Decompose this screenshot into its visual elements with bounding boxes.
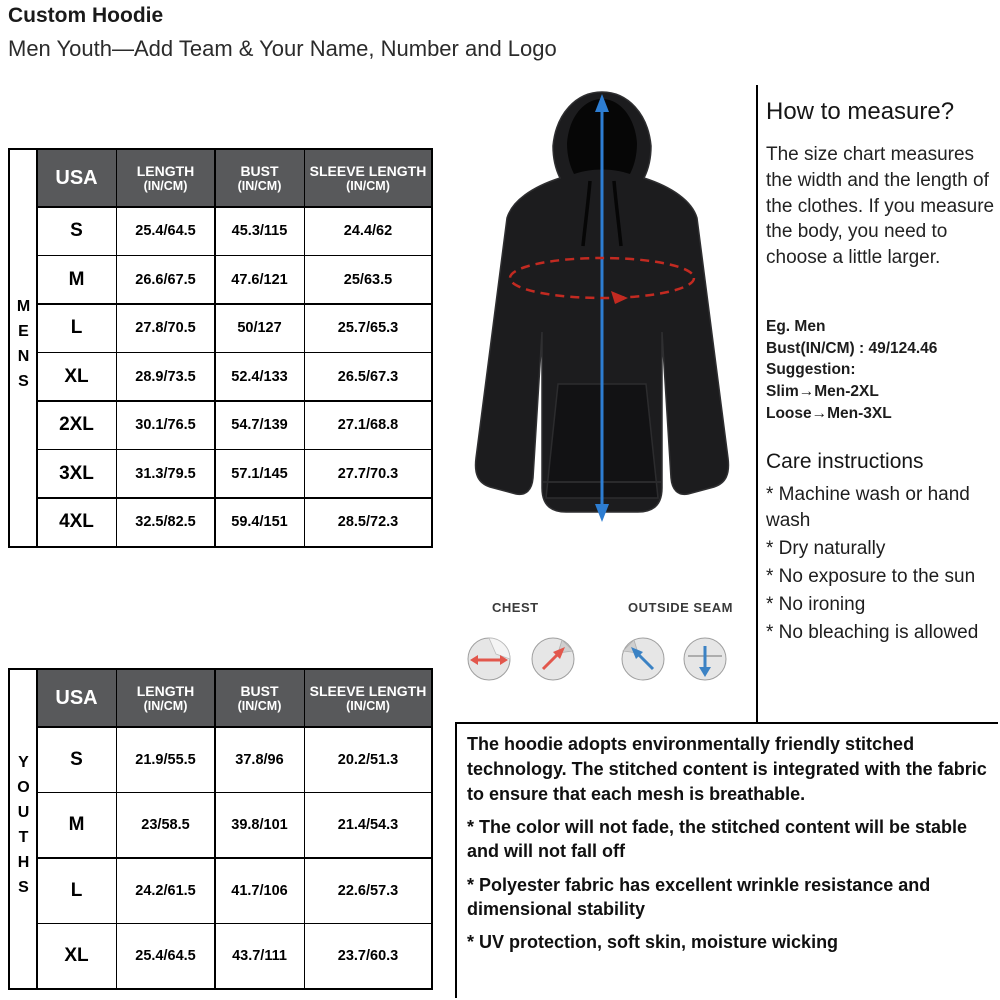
value-cell: 21.4/54.3 <box>305 793 431 857</box>
youth-col-bust: BUST (IN/CM) <box>216 670 304 726</box>
mens-group-label: MENS <box>15 297 32 398</box>
outside-seam-label: OUTSIDE SEAM <box>628 600 733 615</box>
seam-fold-measure-icon <box>620 636 666 682</box>
chest-width-measure-icon <box>466 636 512 682</box>
size-cell: 3XL <box>38 450 116 497</box>
size-cell: M <box>38 793 116 857</box>
care-item: * No exposure to the sun <box>766 566 976 588</box>
care-item: * No bleaching is allowed <box>766 622 979 644</box>
value-cell: 41.7/106 <box>216 859 304 923</box>
care-item: * No ironing <box>766 594 866 616</box>
care-instructions-title: Care instructions <box>766 450 924 473</box>
mens-col-length: LENGTH (IN/CM) <box>117 150 214 206</box>
youth-group-label: YOUTHS <box>15 754 32 904</box>
value-cell: 52.4/133 <box>216 353 304 400</box>
value-cell: 27.7/70.3 <box>305 450 431 497</box>
mens-col-bust: BUST (IN/CM) <box>216 150 304 206</box>
example-line: Slim→Men-2XL <box>766 383 879 401</box>
value-cell: 22.6/57.3 <box>305 859 431 923</box>
mens-col-usa: USA <box>38 150 116 206</box>
size-cell: L <box>38 305 116 352</box>
youth-group-cell <box>10 670 36 988</box>
size-cell: 4XL <box>38 499 116 546</box>
value-cell: 21.9/55.5 <box>117 728 214 792</box>
youth-col-usa: USA <box>38 670 116 726</box>
chest-label: CHEST <box>492 600 539 615</box>
example-line: Eg. Men <box>766 318 826 335</box>
how-to-measure-body: The size chart measures the width and the length of the clothes. If you measure the body, you need to choose a little larger. <box>766 144 995 269</box>
product-note: * The color will not fade, the stitched content will be stable and will not fall off <box>467 817 968 862</box>
mens-col-sleeve: SLEEVE LENGTH (IN/CM) <box>305 150 431 206</box>
page-title: Custom Hoodie <box>8 4 164 27</box>
size-cell: XL <box>38 924 116 988</box>
care-item: * Dry naturally <box>766 538 886 560</box>
value-cell: 23/58.5 <box>117 793 214 857</box>
value-cell: 25/63.5 <box>305 256 431 303</box>
example-line: Loose→Men-3XL <box>766 404 892 422</box>
size-cell: S <box>38 728 116 792</box>
value-cell: 28.9/73.5 <box>117 353 214 400</box>
seam-vertical-measure-icon <box>682 636 728 682</box>
panel-divider <box>756 85 758 722</box>
example-line: Suggestion: <box>766 361 856 379</box>
value-cell: 27.8/70.5 <box>117 305 214 352</box>
value-cell: 23.7/60.3 <box>305 924 431 988</box>
care-item: * Machine wash or hand wash <box>766 484 970 532</box>
value-cell: 30.1/76.5 <box>117 402 214 449</box>
value-cell: 37.8/96 <box>216 728 304 792</box>
size-cell: 2XL <box>38 402 116 449</box>
size-cell: S <box>38 208 116 255</box>
size-cell: M <box>38 256 116 303</box>
mens-size-table <box>8 148 433 548</box>
size-cell: XL <box>38 353 116 400</box>
value-cell: 32.5/82.5 <box>117 499 214 546</box>
length-arrowhead-bottom <box>595 504 609 522</box>
youth-size-table <box>8 668 433 990</box>
value-cell: 43.7/111 <box>216 924 304 988</box>
product-notes-intro: The hoodie adopts environmentally friendly stitched technology. The stitched content is integrated with the fabric to ensure that each mesh is breathable. <box>467 734 987 804</box>
hoodie-illustration <box>452 86 752 566</box>
value-cell: 26.6/67.5 <box>117 256 214 303</box>
value-cell: 20.2/51.3 <box>305 728 431 792</box>
value-cell: 25.7/65.3 <box>305 305 431 352</box>
value-cell: 39.8/101 <box>216 793 304 857</box>
value-cell: 54.7/139 <box>216 402 304 449</box>
youth-col-length: LENGTH (IN/CM) <box>117 670 214 726</box>
product-notes-box <box>455 722 998 998</box>
sizing-example <box>766 316 998 424</box>
value-cell: 28.5/72.3 <box>305 499 431 546</box>
value-cell: 31.3/79.5 <box>117 450 214 497</box>
value-cell: 45.3/115 <box>216 208 304 255</box>
value-cell: 27.1/68.8 <box>305 402 431 449</box>
product-note: * UV protection, soft skin, moisture wicking <box>467 932 839 953</box>
value-cell: 25.4/64.5 <box>117 924 214 988</box>
value-cell: 26.5/67.3 <box>305 353 431 400</box>
value-cell: 57.1/145 <box>216 450 304 497</box>
youth-col-sleeve: SLEEVE LENGTH (IN/CM) <box>305 670 431 726</box>
value-cell: 24.2/61.5 <box>117 859 214 923</box>
example-line: Bust(IN/CM) : 49/124.46 <box>766 339 938 357</box>
value-cell: 25.4/64.5 <box>117 208 214 255</box>
size-cell: L <box>38 859 116 923</box>
mens-group-cell <box>10 150 36 546</box>
hoodie-product-image <box>452 86 752 566</box>
product-note: * Polyester fabric has excellent wrinkle resistance and dimensional stability <box>467 874 931 919</box>
how-to-measure-title: How to measure? <box>766 98 955 125</box>
value-cell: 59.4/151 <box>216 499 304 546</box>
chest-fold-measure-icon <box>530 636 576 682</box>
value-cell: 47.6/121 <box>216 256 304 303</box>
page-subtitle: Men Youth—Add Team & Your Name, Number and Logo <box>8 36 557 61</box>
value-cell: 24.4/62 <box>305 208 431 255</box>
value-cell: 50/127 <box>216 305 304 352</box>
care-instructions-list <box>766 482 998 648</box>
